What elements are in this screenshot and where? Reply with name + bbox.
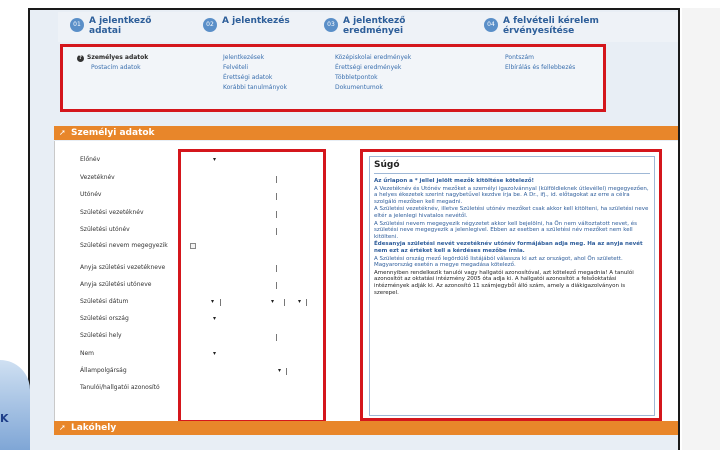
birth-country-dropdown[interactable]: ▾ bbox=[213, 315, 217, 322]
submenu-item[interactable]: Postacím adatok bbox=[91, 64, 141, 71]
submenu-item[interactable]: Pontszám bbox=[505, 54, 535, 61]
birth-day-divider bbox=[306, 299, 307, 306]
field-label: Születési hely bbox=[80, 332, 122, 339]
birth-firstname-input[interactable] bbox=[276, 228, 277, 235]
submenu-item[interactable]: Többletpontok bbox=[335, 74, 378, 81]
citizenship-dropdown[interactable]: ▾ bbox=[278, 367, 282, 374]
help-highlight bbox=[360, 149, 662, 421]
submenu-column-3 bbox=[335, 53, 411, 93]
help-paragraph: Amennyiben rendelkezik tanulói vagy hallgatói azonosítóval, azt kötelező megadnia! A tanulói azonosítót az oktatási intézmény 2005 óta adja ki. A hallgatói azonosítót a felsőoktatási intézmények adják ki. Az azonosító 11 számjegyből álló szám, amely a diákigazolványon is szerepel. bbox=[374, 269, 634, 296]
birthplace-input[interactable] bbox=[276, 334, 277, 341]
help-icon: ? bbox=[77, 55, 84, 62]
step-3[interactable] bbox=[324, 16, 443, 36]
help-paragraph: A Vezetéknév és Utónév mezőket a személyi igazolvánnyal (külföldieknek útlevéllel) megegyezően, a helyes ékezetek szerint nagybetűvel kezdve írja be. A Dr., ifj., id. előtagokat az erre a célra szolgáló mezőben kell megadni. bbox=[374, 185, 649, 205]
mother-firstname-input[interactable] bbox=[276, 282, 277, 289]
inputs-highlight bbox=[178, 149, 326, 423]
step-number-badge: 03 bbox=[324, 18, 338, 32]
step-number-badge: 01 bbox=[70, 18, 84, 32]
birth-month-dropdown[interactable]: ▾ bbox=[271, 298, 275, 305]
submenu-item[interactable]: Érettségi eredmények bbox=[335, 64, 402, 71]
logo-fragment: K bbox=[0, 412, 9, 425]
field-label: Születési vezetéknév bbox=[80, 209, 144, 216]
submenu-panel bbox=[60, 44, 606, 112]
submenu-item[interactable]: Korábbi tanulmányok bbox=[223, 84, 287, 91]
help-paragraph: A Születési ország mező legördülő listájából válassza ki azt az országot, ahol Ön született. Magyarország esetén a megye megadása kötelező. bbox=[374, 255, 623, 269]
field-label: Vezetéknév bbox=[80, 174, 115, 181]
firstname-input[interactable] bbox=[276, 193, 277, 200]
mother-lastname-input[interactable] bbox=[276, 265, 277, 272]
field-label: Állampolgárság bbox=[80, 367, 127, 374]
step-title: A jelentkező eredményei bbox=[343, 16, 406, 36]
decorative-shape bbox=[0, 360, 30, 450]
field-label: Születési ország bbox=[80, 315, 129, 322]
field-label: Előnév bbox=[80, 156, 101, 163]
section-header-personal[interactable] bbox=[54, 126, 678, 140]
birth-year-dropdown[interactable]: ▾ bbox=[211, 298, 215, 305]
step-title: A jelentkező adatai bbox=[89, 16, 152, 36]
step-1[interactable] bbox=[70, 16, 169, 36]
submenu-item[interactable]: Elbírálás és fellebbezés bbox=[505, 64, 576, 71]
section-title: Személyi adatok bbox=[71, 128, 155, 138]
field-label: Születési nevem megegyezik bbox=[80, 242, 168, 249]
arrow-icon: ➚ bbox=[59, 423, 66, 432]
help-paragraph: A Születési vezetéknév, illetve Születési utónév mezőket csak akkor kell kitölteni, ha születési neve eltér a jelenlegi hivatalos nevétől. bbox=[374, 206, 649, 219]
gender-dropdown[interactable]: ▾ bbox=[213, 350, 217, 357]
field-label: Nem bbox=[80, 350, 95, 357]
step-bar bbox=[58, 12, 678, 42]
submenu-item[interactable]: Érettségi adatok bbox=[223, 74, 273, 81]
birth-lastname-input[interactable] bbox=[276, 211, 277, 218]
step-title: A jelentkezés bbox=[222, 16, 290, 26]
field-label: Utónév bbox=[80, 191, 102, 198]
submenu-column-1 bbox=[77, 53, 148, 73]
help-paragraph: Az űrlapon a * jellel jelölt mezők kitöltése kötelező! bbox=[374, 178, 535, 184]
help-paragraph: A Születési nevem megegyezik négyzetet akkor kell bejelölni, ha Ön nem változtatott nevet, és születési neve megegyezik a jelenlegivel. Ebben az esetben a születési név mezőket nem kell kitölteni. bbox=[374, 220, 638, 240]
submenu-item[interactable]: Dokumentumok bbox=[335, 84, 383, 91]
section-title: Lakóhely bbox=[71, 423, 117, 433]
lastname-input[interactable] bbox=[276, 176, 277, 183]
submenu-item[interactable]: Felvételi bbox=[223, 64, 249, 71]
arrow-icon: ➚ bbox=[59, 128, 66, 137]
submenu-item[interactable]: Középiskolai eredmények bbox=[335, 54, 412, 61]
step-4[interactable] bbox=[484, 16, 613, 36]
submenu-item[interactable]: Jelentkezések bbox=[223, 54, 265, 61]
help-title: Súgó bbox=[374, 160, 400, 170]
help-paragraph: Édesanyja születési nevét vezetéknév utónév formájában adja meg. Ha az anyja nevét nem ezt az értéket kell a kérdéses mezőbe írnia. bbox=[374, 241, 643, 254]
birth-month-divider bbox=[284, 299, 285, 306]
field-label: Anyja születési utóneve bbox=[80, 281, 152, 288]
prefix-dropdown[interactable]: ▾ bbox=[213, 156, 217, 163]
submenu-column-4 bbox=[505, 53, 575, 73]
submenu-column-2 bbox=[223, 53, 287, 93]
section-header-residence[interactable] bbox=[54, 421, 678, 435]
submenu-item[interactable]: ? Személyes adatok bbox=[77, 53, 148, 63]
right-margin bbox=[682, 8, 720, 450]
same-birthname-checkbox[interactable] bbox=[190, 243, 196, 249]
step-number-badge: 02 bbox=[203, 18, 217, 32]
step-number-badge: 04 bbox=[484, 18, 498, 32]
field-label: Születési dátum bbox=[80, 298, 129, 305]
birth-day-dropdown[interactable]: ▾ bbox=[298, 298, 302, 305]
field-label: Anyja születési vezetékneve bbox=[80, 264, 166, 271]
step-2[interactable] bbox=[203, 16, 312, 32]
citizenship-divider bbox=[286, 368, 287, 375]
help-panel bbox=[369, 156, 655, 416]
field-label: Tanulói/hallgatói azonosító bbox=[80, 384, 160, 391]
divider bbox=[374, 173, 650, 174]
birth-year-divider bbox=[220, 299, 221, 306]
field-label: Születési utónév bbox=[80, 226, 130, 233]
step-title: A felvételi kérelem érvényesítése bbox=[503, 16, 599, 36]
